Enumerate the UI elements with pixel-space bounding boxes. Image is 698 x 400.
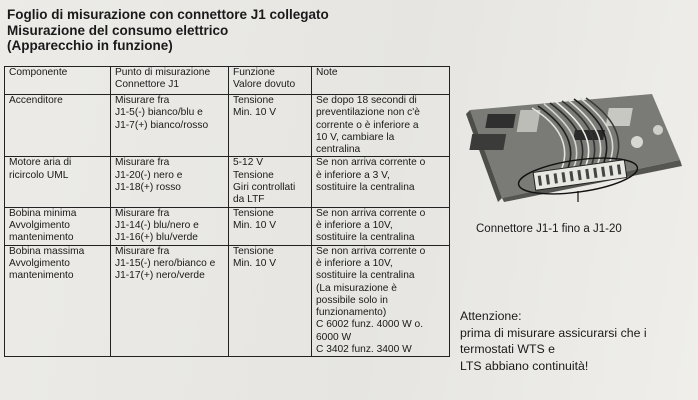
cell-componente: Accenditore [5,95,111,157]
component-capacitor [653,125,663,135]
cell-punto: Misurare fra J1-20(-) nero e J1-18(+) rosso [111,157,229,207]
warning-line-4: LTS abbiano continuità! [460,358,589,373]
cell-componente: Bobina massima Avvolgimento mantenimento [5,245,111,357]
component-block [485,114,515,128]
cell-funzione: Tensione Min. 10 V [229,95,312,157]
warning-line-2: prima di misurare assicurarsi che i [460,325,647,340]
component-capacitor [631,136,643,148]
title-line-3: (Apparecchio in funzione) [7,38,173,53]
document-title [7,7,329,54]
table-row [5,95,450,157]
table-header-row [5,67,450,95]
cell-note: Se non arriva corrente o è inferiore a 10V, sostituire la centralina [312,207,450,245]
warning-line-3: termostati WTS e [460,342,555,356]
table-row [5,245,450,357]
cell-componente: Bobina minima Avvolgimento mantenimento [5,207,111,245]
header-componente: Componente [5,67,111,95]
cell-funzione: 5-12 V Tensione Giri controllati da LTF [229,157,312,207]
title-line-2: Misurazione del consumo elettrico [7,22,229,38]
cell-punto: Misurare fra J1-14(-) blu/nero e J1-16(+) blu/verde [111,207,229,245]
circuit-board-photo [462,90,684,202]
cell-funzione: Tensione Min. 10 V [229,245,312,357]
component-block [469,134,506,150]
warning-note [460,308,647,374]
photo-caption: Connettore J1-1 fino a J1-20 [476,223,622,235]
cell-note: Se dopo 18 secondi di preventilazione non c'è corrente o è inferiore a 10 V, cambiare la centralina [312,95,450,157]
measurement-table [4,66,450,357]
title-line-1: Foglio di misurazione con connettore J1 collegato [7,7,329,22]
cell-punto: Misurare fra J1-15(-) nero/bianco e J1-17(+) nero/verde [111,245,229,357]
cell-componente: Motore aria di ricircolo UML [5,157,111,207]
header-note: Note [312,67,450,95]
warning-line-1: Attenzione: [460,309,522,323]
cell-punto: Misurare fra J1-5(-) bianco/blu e J1-7(+) bianco/rosso [111,95,229,157]
table-row [5,207,450,245]
table-row [5,157,450,207]
cell-funzione: Tensione Min. 10 V [229,207,312,245]
cell-note: Se non arriva corrente o è inferiore a 3 V, sostituire la centralina [312,157,450,207]
header-punto: Punto di misurazione Connettore J1 [111,67,229,95]
component-block [517,110,541,132]
header-funzione: Funzione Valore dovuto [229,67,312,95]
component-block [606,108,633,126]
cell-note: Se non arriva corrente o è inferiore a 10V, sostituire la centralina (La misurazione è possibile solo in funzionamento) C 6002 funz. 4000 W o. 6000 W C 3402 funz. 3400 W [312,245,450,357]
